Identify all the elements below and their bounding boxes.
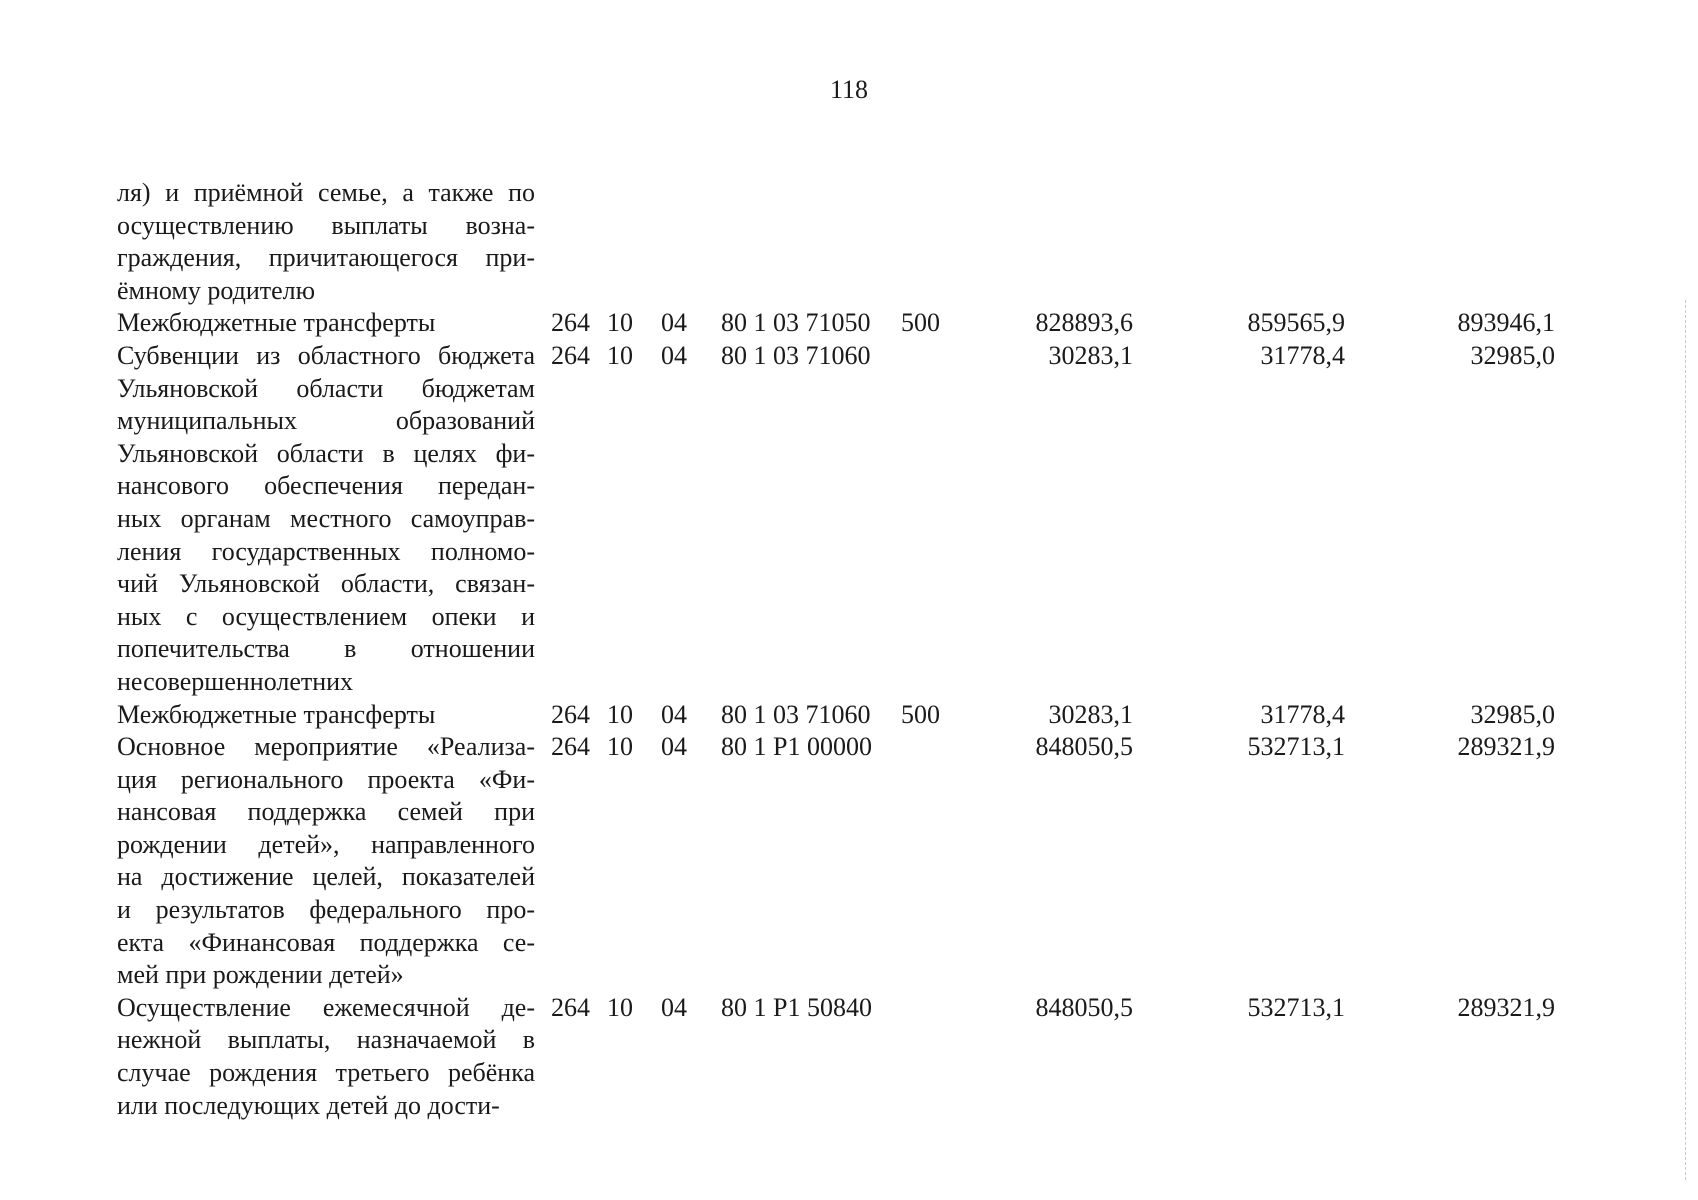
- row-name-line: Ульяновской области в целях фи-: [117, 438, 535, 468]
- page-number: 118: [829, 75, 869, 104]
- row-name-line: и результатов федерального про-: [117, 895, 535, 925]
- subsection-cell: 04: [661, 308, 687, 338]
- amount-year3-cell: 32985,0: [1470, 340, 1555, 370]
- row-name-line: мей при рождении детей»: [117, 960, 404, 990]
- expense-type-cell: [901, 992, 965, 1122]
- amount-year2-cell: 31778,4: [1260, 340, 1345, 370]
- amount-year2-cell: 532713,1: [1247, 732, 1345, 762]
- amount-year2-cell: 532713,1: [1247, 992, 1345, 1022]
- row-name-line: муниципальных образований: [117, 406, 535, 436]
- table-row: [117, 307, 1555, 340]
- row-name-line: или последующих детей до дости-: [117, 1090, 500, 1120]
- subsection-cell: 04: [661, 992, 687, 1022]
- row-name-line: ных с осуществлением опеки и: [117, 601, 535, 631]
- row-name-line: попечительства в отношении: [117, 634, 535, 664]
- amount-year1-cell: 828893,6: [1035, 308, 1133, 338]
- section-cell: 10: [607, 732, 633, 762]
- row-name-line: осуществлению выплаты возна-: [117, 210, 535, 240]
- row-name-line: нежной выплаты, назначаемой в: [117, 1025, 535, 1055]
- spacer-cell: [535, 992, 551, 1122]
- amount-year2-cell: [1133, 177, 1345, 307]
- amount-year2-cell: 859565,9: [1247, 308, 1345, 338]
- row-name-line: несовершеннолетних: [117, 666, 354, 696]
- spacer-cell: [535, 177, 551, 307]
- grbs-cell: [551, 177, 607, 307]
- expense-type-cell: 500: [901, 699, 940, 729]
- table-row: [117, 992, 1555, 1122]
- subsection-cell: [661, 177, 721, 307]
- amount-year1-cell: 848050,5: [1035, 732, 1133, 762]
- row-name-line: случае рождения третьего ребёнка: [117, 1058, 535, 1088]
- spacer-cell: [535, 340, 551, 699]
- grbs-cell: 264: [551, 699, 590, 729]
- target-article-cell: 80 1 03 71060: [721, 699, 871, 729]
- row-name-line: чий Ульяновской области, связан-: [117, 569, 535, 599]
- row-name-line: Субвенции из областного бюджета: [117, 340, 535, 370]
- row-name-line: Основное мероприятие «Реализа-: [117, 732, 535, 762]
- row-name-line: Ульяновской области бюджетам: [117, 373, 535, 403]
- scan-edge-line: [1684, 300, 1686, 1180]
- row-name-cell: [117, 699, 535, 732]
- spacer-cell: [535, 307, 551, 340]
- target-article-cell: 80 1 P1 00000: [721, 732, 872, 762]
- row-name-line: екта «Финансовая поддержка се-: [117, 927, 535, 957]
- expense-type-cell: [901, 731, 965, 992]
- spacer-cell: [535, 731, 551, 992]
- section-cell: 10: [607, 992, 633, 1022]
- row-name-line: ления государственных полномо-: [117, 536, 535, 566]
- expense-type-cell: [901, 340, 965, 699]
- target-article-cell: 80 1 03 71050: [721, 308, 871, 338]
- subsection-cell: 04: [661, 699, 687, 729]
- row-name-line: Межбюджетные трансферты: [117, 308, 436, 338]
- row-name-line: ных органам местного самоуправ-: [117, 503, 535, 533]
- amount-year3-cell: 893946,1: [1457, 308, 1555, 338]
- table-body: [117, 177, 1555, 1122]
- subsection-cell: 04: [661, 732, 687, 762]
- spacer-cell: [535, 699, 551, 732]
- row-name-cell: [117, 177, 535, 307]
- expense-type-cell: 500: [901, 308, 940, 338]
- row-name-cell: [117, 992, 535, 1122]
- grbs-cell: 264: [551, 340, 590, 370]
- table-row: [117, 699, 1555, 732]
- row-name-line: Межбюджетные трансферты: [117, 699, 436, 729]
- amount-year1-cell: 30283,1: [1048, 340, 1133, 370]
- table-row: [117, 177, 1555, 307]
- amount-year2-cell: 31778,4: [1260, 699, 1345, 729]
- table-row: [117, 340, 1555, 699]
- section-cell: [607, 177, 661, 307]
- amount-year1-cell: 30283,1: [1048, 699, 1133, 729]
- amount-year3-cell: 289321,9: [1457, 732, 1555, 762]
- row-name-cell: [117, 731, 535, 992]
- expense-type-cell: [901, 177, 965, 307]
- row-name-line: ёмному родителю: [117, 275, 316, 305]
- amount-year3-cell: 289321,9: [1457, 992, 1555, 1022]
- row-name-line: нансовая поддержка семей при: [117, 797, 535, 827]
- grbs-cell: 264: [551, 308, 590, 338]
- table-row: [117, 731, 1555, 992]
- grbs-cell: 264: [551, 732, 590, 762]
- row-name-line: Осуществление ежемесячной де-: [117, 992, 535, 1022]
- target-article-cell: 80 1 P1 50840: [721, 992, 872, 1022]
- amount-year1-cell: 848050,5: [1035, 992, 1133, 1022]
- amount-year1-cell: [965, 177, 1133, 307]
- target-article-cell: 80 1 03 71060: [721, 340, 871, 370]
- section-cell: 10: [607, 308, 633, 338]
- row-name-line: ция регионального проекта «Фи-: [117, 764, 535, 794]
- row-name-line: ля) и приёмной семье, а также по: [117, 178, 535, 207]
- amount-year3-cell: 32985,0: [1470, 699, 1555, 729]
- target-article-cell: [721, 177, 901, 307]
- row-name-cell: [117, 340, 535, 699]
- row-name-line: нансового обеспечения передан-: [117, 471, 535, 501]
- row-name-line: граждения, причитающегося при-: [117, 243, 535, 273]
- row-name-line: рождении детей», направленного: [117, 829, 535, 859]
- section-cell: 10: [607, 699, 633, 729]
- subsection-cell: 04: [661, 340, 687, 370]
- budget-table: [117, 177, 1555, 1122]
- grbs-cell: 264: [551, 992, 590, 1022]
- row-name-cell: [117, 307, 535, 340]
- section-cell: 10: [607, 340, 633, 370]
- amount-year3-cell: [1345, 177, 1555, 307]
- row-name-line: на достижение целей, показателей: [117, 862, 535, 892]
